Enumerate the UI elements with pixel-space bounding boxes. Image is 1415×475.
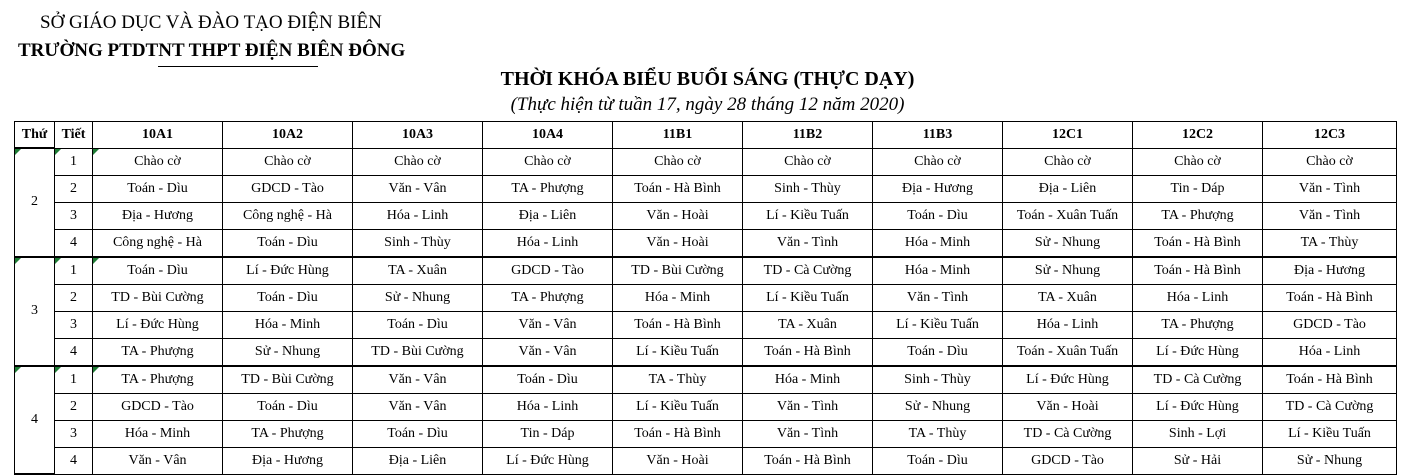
- lesson-cell: TA - Phượng: [93, 366, 223, 394]
- lesson-cell: Toán - Hà Bình: [1133, 229, 1263, 257]
- lesson-cell: Lí - Đức Hùng: [93, 311, 223, 338]
- lesson-cell: Văn - Vân: [353, 393, 483, 420]
- lesson-cell: Hóa - Minh: [873, 257, 1003, 285]
- cell-comment-marker: [93, 149, 99, 155]
- period-number: 2: [70, 180, 77, 196]
- table-row: [15, 202, 1397, 229]
- lesson-cell: Lí - Kiều Tuấn: [743, 202, 873, 229]
- period-number: 3: [70, 207, 77, 223]
- table-row: [15, 420, 1397, 447]
- header-class: 11B1: [613, 122, 743, 149]
- header-class: 12C3: [1263, 122, 1397, 149]
- lesson-cell: Hóa - Linh: [353, 202, 483, 229]
- period-number: 3: [70, 316, 77, 332]
- lesson-cell: Địa - Hương: [93, 202, 223, 229]
- lesson-cell: Chào cờ: [1133, 148, 1263, 175]
- page-title: THỜI KHÓA BIỂU BUỔI SÁNG (THỰC DẠY): [500, 68, 915, 90]
- cell-comment-marker: [55, 149, 61, 155]
- period-cell: [55, 229, 93, 257]
- table-row: [15, 229, 1397, 257]
- table-row: [15, 366, 1397, 394]
- lesson-cell: TD - Cà Cường: [1003, 420, 1133, 447]
- lesson-cell: Hóa - Minh: [93, 420, 223, 447]
- lesson-cell: Hóa - Minh: [223, 311, 353, 338]
- cell-comment-marker: [15, 258, 21, 264]
- lesson-cell: Lí - Đức Hùng: [483, 447, 613, 474]
- lesson-cell: Hóa - Linh: [1263, 338, 1397, 366]
- lesson-cell: Lí - Kiều Tuấn: [873, 311, 1003, 338]
- lesson-cell: TA - Phượng: [223, 420, 353, 447]
- page-subtitle: (Thực hiện từ tuần 17, ngày 28 tháng 12 năm 2020): [510, 94, 905, 115]
- lesson-cell: GDCD - Tào: [1263, 311, 1397, 338]
- table-row: [15, 311, 1397, 338]
- period-number: 3: [70, 425, 77, 441]
- table-row: [15, 148, 1397, 175]
- lesson-cell: Văn - Hoài: [1003, 393, 1133, 420]
- lesson-cell: TA - Phượng: [1133, 311, 1263, 338]
- cell-comment-marker: [15, 367, 21, 373]
- lesson-cell: Hóa - Linh: [483, 229, 613, 257]
- cell-comment-marker: [55, 258, 61, 264]
- lesson-cell: Lí - Kiều Tuấn: [613, 338, 743, 366]
- lesson-cell: Địa - Liên: [483, 202, 613, 229]
- day-cell: 4: [15, 366, 55, 475]
- lesson-cell: Toán - Hà Bình: [613, 311, 743, 338]
- lesson-cell: Toán - Dìu: [353, 311, 483, 338]
- lesson-cell: TA - Phượng: [1133, 202, 1263, 229]
- lesson-cell: Chào cờ: [93, 148, 223, 175]
- header-period: Tiết: [55, 122, 93, 149]
- lesson-cell: Sinh - Thùy: [353, 229, 483, 257]
- lesson-cell: TA - Phượng: [483, 284, 613, 311]
- period-number: 1: [70, 262, 77, 278]
- header-class: 12C1: [1003, 122, 1133, 149]
- lesson-cell: TA - Phượng: [483, 175, 613, 202]
- department-name: SỞ GIÁO DỤC VÀ ĐÀO TẠO ĐIỆN BIÊN: [40, 12, 382, 33]
- period-cell: [55, 257, 93, 285]
- period-number: 4: [70, 234, 77, 250]
- lesson-cell: GDCD - Tào: [483, 257, 613, 285]
- lesson-cell: Chào cờ: [353, 148, 483, 175]
- period-number: 2: [70, 398, 77, 414]
- header-class: 10A3: [353, 122, 483, 149]
- lesson-cell: TD - Cà Cường: [1133, 366, 1263, 394]
- period-number: 4: [70, 452, 77, 468]
- lesson-cell: Văn - Tình: [1263, 175, 1397, 202]
- lesson-cell: Hóa - Linh: [483, 393, 613, 420]
- lesson-cell: Chào cờ: [1003, 148, 1133, 175]
- header-day: Thứ: [15, 122, 55, 149]
- lesson-cell: Lí - Kiều Tuấn: [613, 393, 743, 420]
- cell-comment-marker: [93, 258, 99, 264]
- lesson-cell: Địa - Liên: [1003, 175, 1133, 202]
- lesson-cell: TA - Thùy: [613, 366, 743, 394]
- header-class: 10A4: [483, 122, 613, 149]
- lesson-cell: Chào cờ: [223, 148, 353, 175]
- period-cell: [55, 311, 93, 338]
- lesson-cell: Văn - Vân: [93, 447, 223, 474]
- day-cell: 2: [15, 148, 55, 257]
- lesson-cell: Hóa - Linh: [1003, 311, 1133, 338]
- lesson-cell: Sử - Nhung: [353, 284, 483, 311]
- cell-comment-marker: [15, 149, 21, 155]
- lesson-cell: TD - Bùi Cường: [93, 284, 223, 311]
- lesson-cell: Chào cờ: [483, 148, 613, 175]
- lesson-cell: Địa - Hương: [1263, 257, 1397, 285]
- lesson-cell: Chào cờ: [1263, 148, 1397, 175]
- lesson-cell: TA - Phượng: [93, 338, 223, 366]
- lesson-cell: Sử - Nhung: [1003, 229, 1133, 257]
- lesson-cell: Công nghệ - Hà: [93, 229, 223, 257]
- lesson-cell: Toán - Dìu: [873, 202, 1003, 229]
- lesson-cell: Văn - Hoài: [613, 447, 743, 474]
- lesson-cell: Hóa - Minh: [873, 229, 1003, 257]
- timetable: [14, 121, 1397, 475]
- lesson-cell: Toán - Hà Bình: [743, 447, 873, 474]
- lesson-cell: Toán - Dìu: [93, 257, 223, 285]
- cell-comment-marker: [93, 367, 99, 373]
- lesson-cell: TA - Xuân: [743, 311, 873, 338]
- lesson-cell: Toán - Dìu: [223, 229, 353, 257]
- lesson-cell: Toán - Dìu: [483, 366, 613, 394]
- lesson-cell: Văn - Tình: [743, 420, 873, 447]
- lesson-cell: Hóa - Minh: [743, 366, 873, 394]
- lesson-cell: Sử - Nhung: [223, 338, 353, 366]
- lesson-cell: Toán - Xuân Tuấn: [1003, 202, 1133, 229]
- lesson-cell: Văn - Tình: [873, 284, 1003, 311]
- lesson-cell: Toán - Dìu: [93, 175, 223, 202]
- lesson-cell: Toán - Hà Bình: [613, 175, 743, 202]
- lesson-cell: Địa - Liên: [353, 447, 483, 474]
- lesson-cell: Toán - Xuân Tuấn: [1003, 338, 1133, 366]
- lesson-cell: Chào cờ: [613, 148, 743, 175]
- lesson-cell: Văn - Tình: [743, 229, 873, 257]
- lesson-cell: Sử - Nhung: [1003, 257, 1133, 285]
- lesson-cell: Toán - Hà Bình: [743, 338, 873, 366]
- lesson-cell: GDCD - Tào: [1003, 447, 1133, 474]
- period-cell: [55, 148, 93, 175]
- header-class: 12C2: [1133, 122, 1263, 149]
- lesson-cell: TD - Cà Cường: [743, 257, 873, 285]
- lesson-cell: Toán - Dìu: [223, 284, 353, 311]
- lesson-cell: Văn - Hoài: [613, 202, 743, 229]
- period-cell: [55, 393, 93, 420]
- table-row: [15, 175, 1397, 202]
- lesson-cell: TD - Bùi Cường: [613, 257, 743, 285]
- period-number: 1: [70, 371, 77, 387]
- lesson-cell: Văn - Vân: [353, 175, 483, 202]
- lesson-cell: TD - Cà Cường: [1263, 393, 1397, 420]
- lesson-cell: GDCD - Tào: [93, 393, 223, 420]
- lesson-cell: Sử - Hải: [1133, 447, 1263, 474]
- lesson-cell: Lí - Kiều Tuấn: [1263, 420, 1397, 447]
- lesson-cell: Lí - Đức Hùng: [1133, 393, 1263, 420]
- lesson-cell: Sử - Nhung: [873, 393, 1003, 420]
- header-class: 10A2: [223, 122, 353, 149]
- lesson-cell: Sinh - Thùy: [743, 175, 873, 202]
- header-class: 11B3: [873, 122, 1003, 149]
- lesson-cell: Toán - Hà Bình: [613, 420, 743, 447]
- lesson-cell: Toán - Dìu: [873, 447, 1003, 474]
- lesson-cell: Văn - Hoài: [613, 229, 743, 257]
- table-row: [15, 257, 1397, 285]
- header-class: 11B2: [743, 122, 873, 149]
- lesson-cell: Lí - Đức Hùng: [1133, 338, 1263, 366]
- timetable-body: [15, 148, 1397, 474]
- school-name: TRƯỜNG PTDTNT THPT ĐIỆN BIÊN ĐÔNG: [18, 40, 406, 61]
- table-row: [15, 284, 1397, 311]
- lesson-cell: Chào cờ: [743, 148, 873, 175]
- day-cell: 3: [15, 257, 55, 366]
- lesson-cell: Văn - Vân: [483, 338, 613, 366]
- lesson-cell: Lí - Đức Hùng: [223, 257, 353, 285]
- lesson-cell: Sử - Nhung: [1263, 447, 1397, 474]
- lesson-cell: Tin - Dáp: [1133, 175, 1263, 202]
- lesson-cell: TA - Thùy: [1263, 229, 1397, 257]
- lesson-cell: TD - Bùi Cường: [353, 338, 483, 366]
- lesson-cell: Toán - Hà Bình: [1133, 257, 1263, 285]
- lesson-cell: TA - Xuân: [1003, 284, 1133, 311]
- period-cell: [55, 202, 93, 229]
- timetable-header-row: [15, 122, 1397, 149]
- lesson-cell: Hóa - Minh: [613, 284, 743, 311]
- lesson-cell: GDCD - Tào: [223, 175, 353, 202]
- lesson-cell: Hóa - Linh: [1133, 284, 1263, 311]
- lesson-cell: TD - Bùi Cường: [223, 366, 353, 394]
- lesson-cell: Chào cờ: [873, 148, 1003, 175]
- period-cell: [55, 175, 93, 202]
- header-class: 10A1: [93, 122, 223, 149]
- table-row: [15, 393, 1397, 420]
- cell-comment-marker: [55, 367, 61, 373]
- period-cell: [55, 338, 93, 366]
- lesson-cell: Toán - Hà Bình: [1263, 284, 1397, 311]
- table-row: [15, 338, 1397, 366]
- lesson-cell: Văn - Vân: [483, 311, 613, 338]
- lesson-cell: TA - Thùy: [873, 420, 1003, 447]
- lesson-cell: Văn - Tình: [743, 393, 873, 420]
- lesson-cell: Sinh - Thùy: [873, 366, 1003, 394]
- period-number: 2: [70, 289, 77, 305]
- lesson-cell: Sinh - Lợi: [1133, 420, 1263, 447]
- period-cell: [55, 284, 93, 311]
- period-cell: [55, 366, 93, 394]
- school-underline: [158, 66, 318, 67]
- lesson-cell: Toán - Hà Bình: [1263, 366, 1397, 394]
- lesson-cell: Văn - Tình: [1263, 202, 1397, 229]
- period-number: 1: [70, 153, 77, 169]
- lesson-cell: Lí - Đức Hùng: [1003, 366, 1133, 394]
- lesson-cell: Lí - Kiều Tuấn: [743, 284, 873, 311]
- lesson-cell: Tin - Dáp: [483, 420, 613, 447]
- lesson-cell: Địa - Hương: [223, 447, 353, 474]
- period-number: 4: [70, 343, 77, 359]
- lesson-cell: Văn - Vân: [353, 366, 483, 394]
- lesson-cell: Toán - Dìu: [873, 338, 1003, 366]
- lesson-cell: Công nghệ - Hà: [223, 202, 353, 229]
- lesson-cell: Toán - Dìu: [353, 420, 483, 447]
- lesson-cell: Địa - Hương: [873, 175, 1003, 202]
- lesson-cell: TA - Xuân: [353, 257, 483, 285]
- period-cell: [55, 420, 93, 447]
- lesson-cell: Toán - Dìu: [223, 393, 353, 420]
